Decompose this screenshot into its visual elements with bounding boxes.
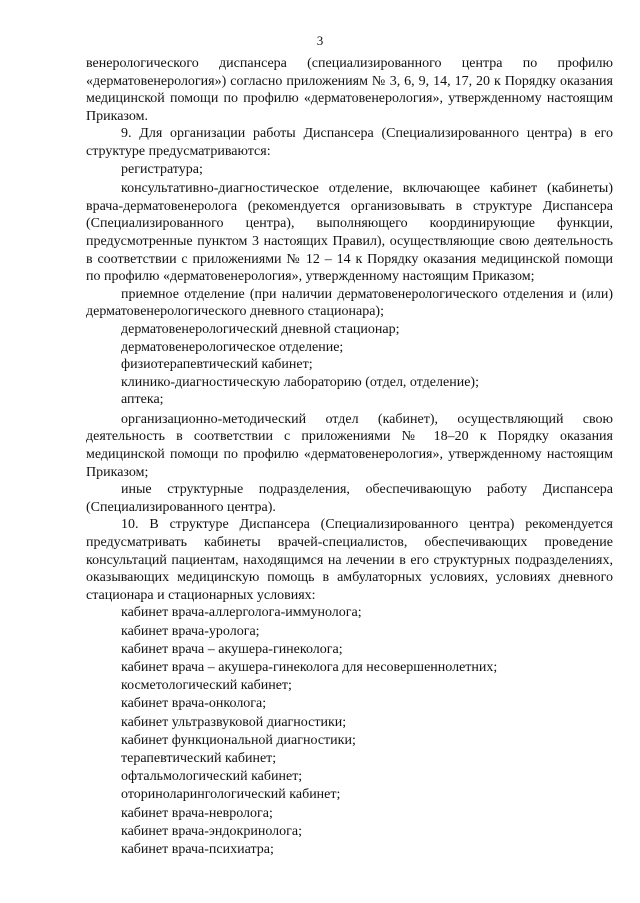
list-item: аптека; (121, 392, 164, 408)
cabinet-item: кабинет врача-эндокринолога; (121, 823, 302, 839)
cabinet-item: офтальмологический кабинет; (121, 769, 303, 785)
paragraph: 9. Для организации работы Диспансера (Специализированного центра) в его структуре предусматриваются: (86, 126, 613, 159)
page-number: 3 (316, 33, 324, 48)
paragraph: консультативно-диагностическое отделение, включающее кабинет (кабинеты) врача-дерматовенеролога (рекомендуется организовывать в структуре Диспансера (Специализированного центра), выполняющего координирующие функции, предусмотренные пунктом 3 настоящих Правил), осуществляющие свою деятельность в соответствии с приложениями № 12 – 14 к Порядку оказания медицинской помощи по профилю «дерматовенерология», утвержденному настоящим Приказом; (86, 181, 613, 285)
cabinet-item: кабинет функциональной диагностики; (121, 732, 356, 748)
cabinet-item: косметологический кабинет; (121, 678, 292, 694)
cabinet-item: кабинет ультразвуковой диагностики; (121, 714, 347, 730)
paragraph: приемное отделение (при наличии дерматовенерологического отделения и (или) дерматовенерологического дневного стационара); (86, 286, 613, 320)
cabinet-item: кабинет врача – акушера-гинеколога для несовершеннолетних; (121, 660, 498, 676)
list-item: клинико-диагностическую лабораторию (отдел, отделение); (121, 374, 479, 390)
list-item: дерматовенерологическое отделение; (121, 339, 344, 355)
cabinet-item: кабинет врача-психиатра; (121, 842, 274, 858)
cabinet-item: кабинет врача-аллерголога-иммунолога; (121, 605, 362, 621)
list-item: дерматовенерологический дневной стационар; (121, 321, 400, 337)
cabinet-item: терапевтический кабинет; (121, 751, 277, 767)
document-body (86, 55, 613, 859)
cabinet-item: кабинет врача – акушера-гинеколога; (121, 641, 343, 657)
paragraph: организационно-методический отдел (кабинет), осуществляющий свою деятельность в соответствии с приложениями № 18–20 к Порядку оказания медицинской помощи по профилю «дерматовенерология», утвержденному настоящим Приказом; (86, 411, 613, 480)
paragraph: иные структурные подразделения, обеспечивающую работу Диспансера (Специализированного центра). (86, 482, 613, 515)
cabinet-item: кабинет врача-уролога; (121, 623, 260, 639)
cabinet-item: кабинет врача-онколога; (121, 696, 267, 712)
paragraph: 10. В структуре Диспансера (Специализированного центра) рекомендуется предусматривать кабинеты врачей-специалистов, обеспечивающих проведение консультаций пациентам, находящимся на лечении в его структурных подразделениях, оказывающих медицинскую помощь в амбулаторных условиях, условиях дневного стационара и стационарных условиях: (86, 517, 613, 603)
cabinet-item: оториноларингологический кабинет; (121, 787, 341, 803)
list-item: регистратура; (121, 161, 203, 177)
paragraph: венерологического диспансера (специализированного центра по профилю «дерматовенерология») согласно приложениям № 3, 6, 9, 14, 17, 20 к Порядку оказания медицинской помощи по профилю «дерматовенерология», утвержденному настоящим Приказом. (86, 56, 613, 124)
list-item: физиотерапевтический кабинет; (121, 357, 313, 373)
cabinet-item: кабинет врача-невролога; (121, 805, 273, 821)
cabinet-list (86, 604, 613, 859)
